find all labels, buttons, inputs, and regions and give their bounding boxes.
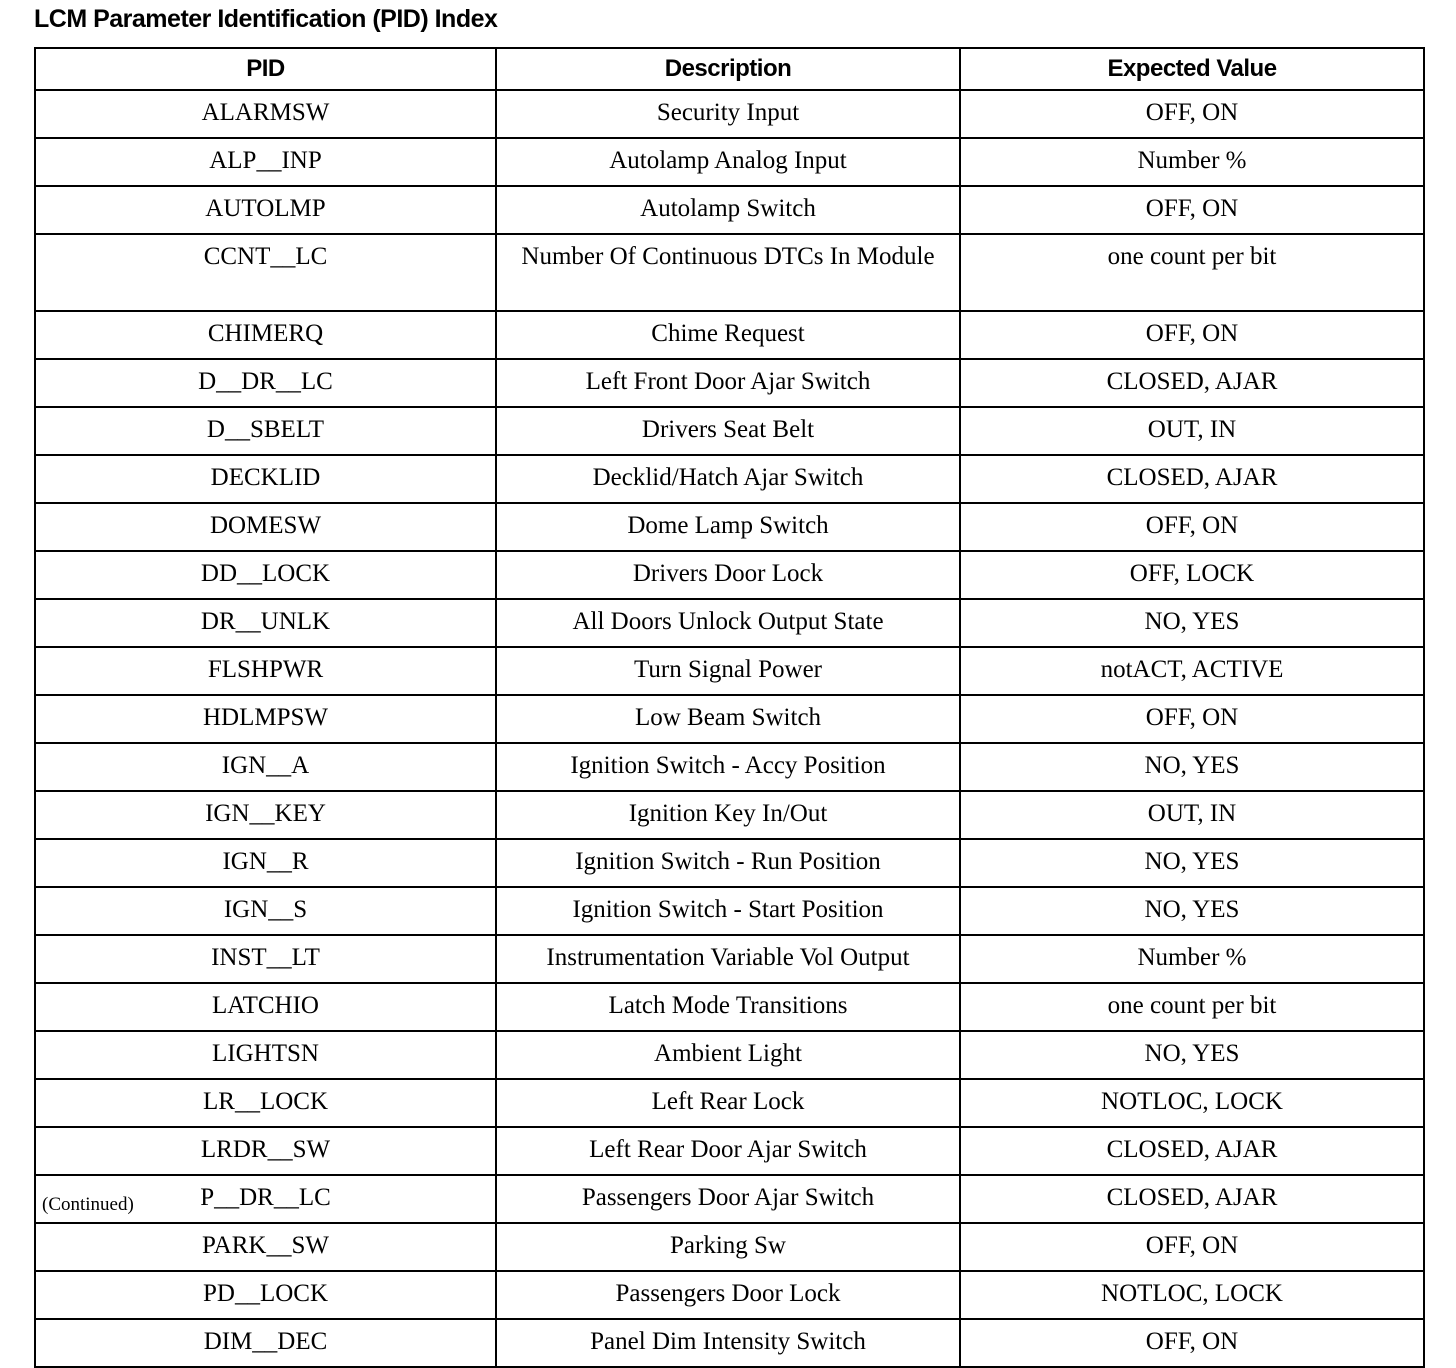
table-row (35, 887, 1424, 935)
table-row (35, 695, 1424, 743)
table-body (35, 90, 1424, 1367)
cell-expected-value: NO, YES (960, 1031, 1424, 1079)
cell-description: Drivers Door Lock (496, 551, 960, 599)
cell-expected-value: CLOSED, AJAR (960, 1127, 1424, 1175)
cell-pid: D__SBELT (35, 407, 496, 455)
cell-description: Ignition Switch - Start Position (496, 887, 960, 935)
cell-pid: DD__LOCK (35, 551, 496, 599)
cell-description: Low Beam Switch (496, 695, 960, 743)
cell-pid: DECKLID (35, 455, 496, 503)
table-row (35, 311, 1424, 359)
cell-pid: AUTOLMP (35, 186, 496, 234)
cell-description: Dome Lamp Switch (496, 503, 960, 551)
cell-expected-value: one count per bit (960, 983, 1424, 1031)
cell-description: Latch Mode Transitions (496, 983, 960, 1031)
cell-pid: CCNT__LC (35, 234, 496, 311)
cell-description: Autolamp Analog Input (496, 138, 960, 186)
cell-description: Passengers Door Ajar Switch (496, 1175, 960, 1223)
cell-expected-value: Number % (960, 935, 1424, 983)
cell-expected-value: CLOSED, AJAR (960, 455, 1424, 503)
cell-expected-value: OFF, LOCK (960, 551, 1424, 599)
cell-expected-value: NOTLOC, LOCK (960, 1079, 1424, 1127)
table-row (35, 1175, 1424, 1223)
cell-expected-value: OUT, IN (960, 407, 1424, 455)
cell-description: Parking Sw (496, 1223, 960, 1271)
cell-description: Security Input (496, 90, 960, 138)
cell-expected-value: OFF, ON (960, 1223, 1424, 1271)
table-row (35, 359, 1424, 407)
cell-pid: IGN__KEY (35, 791, 496, 839)
cell-description: Panel Dim Intensity Switch (496, 1319, 960, 1367)
table-row (35, 839, 1424, 887)
table-row (35, 935, 1424, 983)
table-row (35, 407, 1424, 455)
table-row (35, 234, 1424, 311)
cell-expected-value: NO, YES (960, 743, 1424, 791)
column-header-pid: PID (35, 48, 496, 90)
cell-expected-value: Number % (960, 138, 1424, 186)
column-header-description: Description (496, 48, 960, 90)
table-row (35, 1271, 1424, 1319)
cell-pid: P__DR__LC (35, 1175, 496, 1223)
cell-pid: D__DR__LC (35, 359, 496, 407)
cell-expected-value: OFF, ON (960, 1319, 1424, 1367)
cell-pid: PD__LOCK (35, 1271, 496, 1319)
table-row (35, 743, 1424, 791)
page-title: LCM Parameter Identification (PID) Index (34, 5, 498, 33)
cell-expected-value: OFF, ON (960, 90, 1424, 138)
table-row (35, 647, 1424, 695)
cell-expected-value: OFF, ON (960, 311, 1424, 359)
cell-expected-value: OUT, IN (960, 791, 1424, 839)
cell-description: Ignition Key In/Out (496, 791, 960, 839)
cell-description: Left Rear Door Ajar Switch (496, 1127, 960, 1175)
table-row (35, 983, 1424, 1031)
cell-expected-value: OFF, ON (960, 186, 1424, 234)
cell-pid: ALP__INP (35, 138, 496, 186)
cell-description: Left Rear Lock (496, 1079, 960, 1127)
cell-pid: IGN__R (35, 839, 496, 887)
cell-pid: CHIMERQ (35, 311, 496, 359)
cell-description: Chime Request (496, 311, 960, 359)
table-row (35, 455, 1424, 503)
table-row (35, 1319, 1424, 1367)
cell-description: Passengers Door Lock (496, 1271, 960, 1319)
cell-description: Number Of Continuous DTCs In Module (496, 234, 960, 311)
cell-pid: DR__UNLK (35, 599, 496, 647)
cell-pid: IGN__S (35, 887, 496, 935)
table-row (35, 90, 1424, 138)
cell-description: Decklid/Hatch Ajar Switch (496, 455, 960, 503)
table-row (35, 138, 1424, 186)
cell-pid: PARK__SW (35, 1223, 496, 1271)
cell-pid: LR__LOCK (35, 1079, 496, 1127)
cell-expected-value: CLOSED, AJAR (960, 1175, 1424, 1223)
cell-description: Turn Signal Power (496, 647, 960, 695)
cell-description: All Doors Unlock Output State (496, 599, 960, 647)
cell-description: Autolamp Switch (496, 186, 960, 234)
table-row (35, 551, 1424, 599)
table-row (35, 1223, 1424, 1271)
cell-expected-value: OFF, ON (960, 503, 1424, 551)
table-row (35, 186, 1424, 234)
cell-expected-value: one count per bit (960, 234, 1424, 311)
table-row (35, 503, 1424, 551)
cell-description: Ignition Switch - Accy Position (496, 743, 960, 791)
cell-expected-value: notACT, ACTIVE (960, 647, 1424, 695)
pid-index-table (34, 47, 1425, 1368)
table-row (35, 599, 1424, 647)
table-row (35, 1127, 1424, 1175)
cell-expected-value: CLOSED, AJAR (960, 359, 1424, 407)
cell-description: Instrumentation Variable Vol Output (496, 935, 960, 983)
table-row (35, 1079, 1424, 1127)
cell-pid: LATCHIO (35, 983, 496, 1031)
cell-pid: HDLMPSW (35, 695, 496, 743)
table-row (35, 791, 1424, 839)
cell-description: Left Front Door Ajar Switch (496, 359, 960, 407)
continued-note: (Continued) (42, 1194, 134, 1215)
cell-expected-value: NOTLOC, LOCK (960, 1271, 1424, 1319)
cell-pid: FLSHPWR (35, 647, 496, 695)
cell-pid: IGN__A (35, 743, 496, 791)
cell-expected-value: NO, YES (960, 599, 1424, 647)
table-header-row (35, 48, 1424, 90)
cell-pid: INST__LT (35, 935, 496, 983)
cell-pid: DIM__DEC (35, 1319, 496, 1367)
cell-description: Ignition Switch - Run Position (496, 839, 960, 887)
cell-expected-value: NO, YES (960, 887, 1424, 935)
cell-expected-value: NO, YES (960, 839, 1424, 887)
cell-pid: LRDR__SW (35, 1127, 496, 1175)
cell-description: Ambient Light (496, 1031, 960, 1079)
cell-description: Drivers Seat Belt (496, 407, 960, 455)
column-header-expected-value: Expected Value (960, 48, 1424, 90)
table-row (35, 1031, 1424, 1079)
cell-expected-value: OFF, ON (960, 695, 1424, 743)
cell-pid: LIGHTSN (35, 1031, 496, 1079)
cell-pid: DOMESW (35, 503, 496, 551)
cell-pid: ALARMSW (35, 90, 496, 138)
